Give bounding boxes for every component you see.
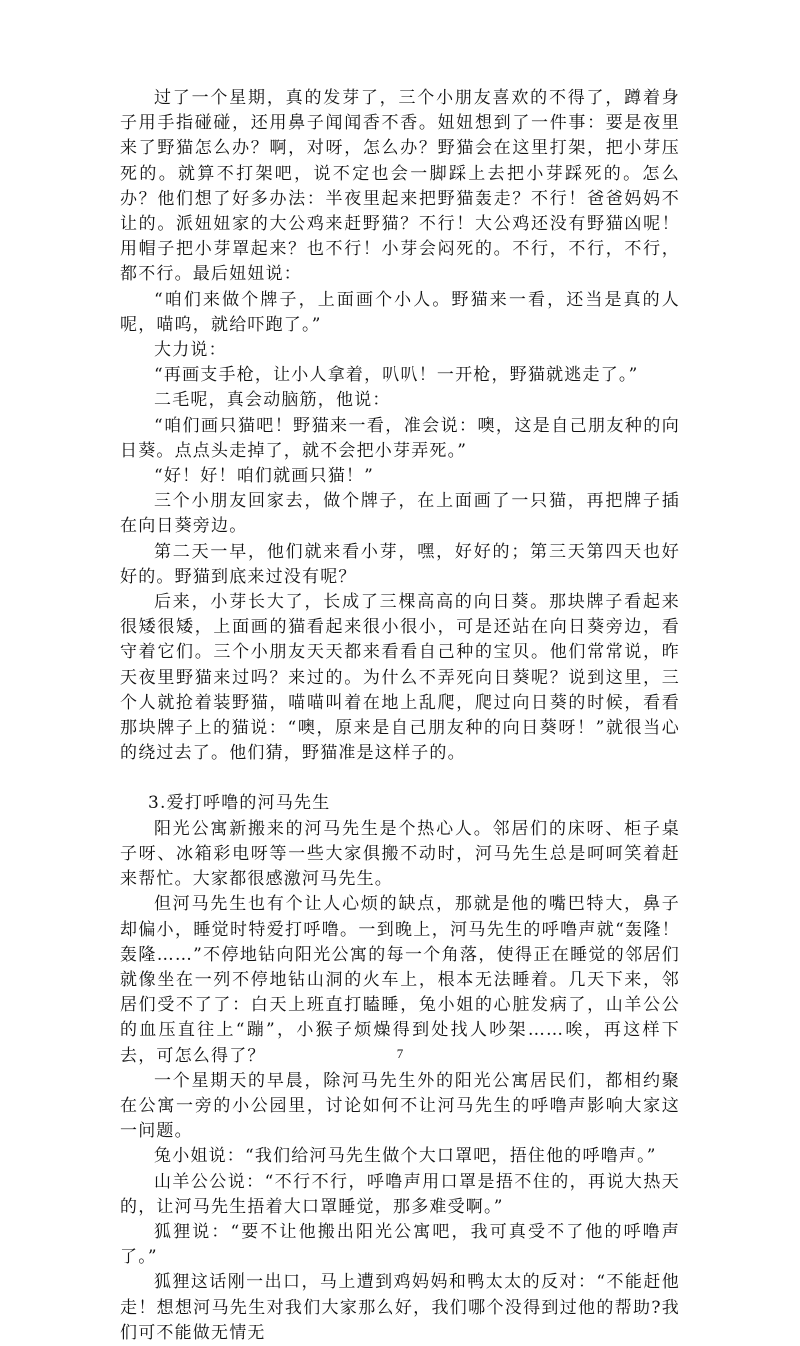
blank-line xyxy=(120,766,680,791)
paragraph: 一个星期天的早晨，除河马先生外的阳光公寓居民们，都相约聚在公寓一旁的小公园里，讨论如何不让河马先生的呼噜声影响大家这一问题。 xyxy=(120,1070,680,1142)
paragraph: 但河马先生也有个让人心烦的缺点，那就是他的嘴巴特大，鼻子却偏小，睡觉时特爱打呼噜。一到晚上，河马先生的呼噜声就“轰隆！轰隆……”不停地钻向阳光公寓的每一个角落，使得正在睡觉的邻居们就像坐在一列不停地钻山洞的火车上，根本无法睡着。几天下来，邻居们受不了了：白天上班直打瞌睡，兔小姐的心脏发病了，山羊公公的血压直往上“蹦”，小猴子烦燥得到处找人吵架……唉，再这样下去，可怎么得了？ xyxy=(120,894,680,1066)
paragraph: “好！好！咱们就画只猫！” xyxy=(154,466,374,487)
paragraph: 三个小朋友回家去，做个牌子，在上面画了一只猫，再把牌子插在向日葵旁边。 xyxy=(120,491,680,537)
paragraph: “咱们来做个牌子，上面画个小人。野猫来一看，还当是真的人呢，喵呜，就给吓跑了。” xyxy=(120,289,680,335)
page-number: 7 xyxy=(396,1046,404,1061)
paragraph: 第二天一早，他们就来看小芽，嘿，好好的；第三天第四天也好好的。野猫到底来过没有呢？ xyxy=(120,541,680,587)
paragraph: “再画支手枪，让小人拿着，叭叭！一开枪，野猫就逃走了。” xyxy=(154,365,639,386)
paragraph: 后来，小芽长大了，长成了三棵高高的向日葵。那块牌子看起来很矮很矮，上面画的猫看起来很小很小，可是还站在向日葵旁边，看守着它们。三个小朋友天天都来看看自己种的宝贝。他们常常说，昨天夜里野猫来过吗？来过的。为什么不弄死向日葵呢？说到这里，三个人就抢着装野猫，喵喵叫着在地上乱爬，爬过向日葵的时候，看看那块牌子上的猫说：“噢，原来是自己朋友种的向日葵呀！”就很当心的绕过去了。他们猜，野猫准是这样子的。 xyxy=(120,592,680,764)
section-heading: 3.爱打呼噜的河马先生 xyxy=(148,793,331,814)
paragraph: 二毛呢，真会动脑筋，他说： xyxy=(154,390,391,411)
document-body xyxy=(120,86,680,1346)
paragraph: 兔小姐说：“我们给河马先生做个大口罩吧，捂住他的呼噜声。” xyxy=(154,1146,657,1167)
paragraph: “咱们画只猫吧！野猫来一看，准会说：噢，这是自己朋友种的向日葵。点点头走掉了，就不会把小芽弄死。” xyxy=(120,415,680,461)
paragraph: 过了一个星期，真的发芽了，三个小朋友喜欢的不得了，蹲着身子用手指碰碰，还用鼻子闻闻香不香。妞妞想到了一件事：要是夜里来了野猫怎么办？啊，对呀，怎么办？野猫会在这里打架，把小芽压死的。就算不打架吧，说不定也会一脚踩上去把小芽踩死的。怎么办？他们想了好多办法：半夜里起来把野猫轰走？不行！爸爸妈妈不让的。派妞妞家的大公鸡来赶野猫？不行！大公鸡还没有野猫凶呢！用帽子把小芽罩起来？也不行！小芽会闷死的。不行，不行，不行，都不行。最后妞妞说： xyxy=(120,88,680,285)
paragraph: 狐狸这话刚一出口，马上遭到鸡妈妈和鸭太太的反对：“不能赶他走！想想河马先生对我们大家那么好，我们哪个没得到过他的帮助?我们可不能做无情无 xyxy=(120,1272,680,1343)
paragraph: 山羊公公说：“不行不行，呼噜声用口罩是捂不住的，再说大热天的，让河马先生捂着大口罩睡觉，那多难受啊。” xyxy=(120,1171,680,1217)
paragraph: 阳光公寓新搬来的河马先生是个热心人。邻居们的床呀、柜子桌子呀、冰箱彩电呀等一些大家俱搬不动时，河马先生总是呵呵笑着赶来帮忙。大家都很感激河马先生。 xyxy=(120,818,680,890)
paragraph: 狐狸说：“要不让他搬出阳光公寓吧，我可真受不了他的呼噜声了。” xyxy=(120,1221,680,1268)
paragraph: 大力说： xyxy=(154,340,227,361)
